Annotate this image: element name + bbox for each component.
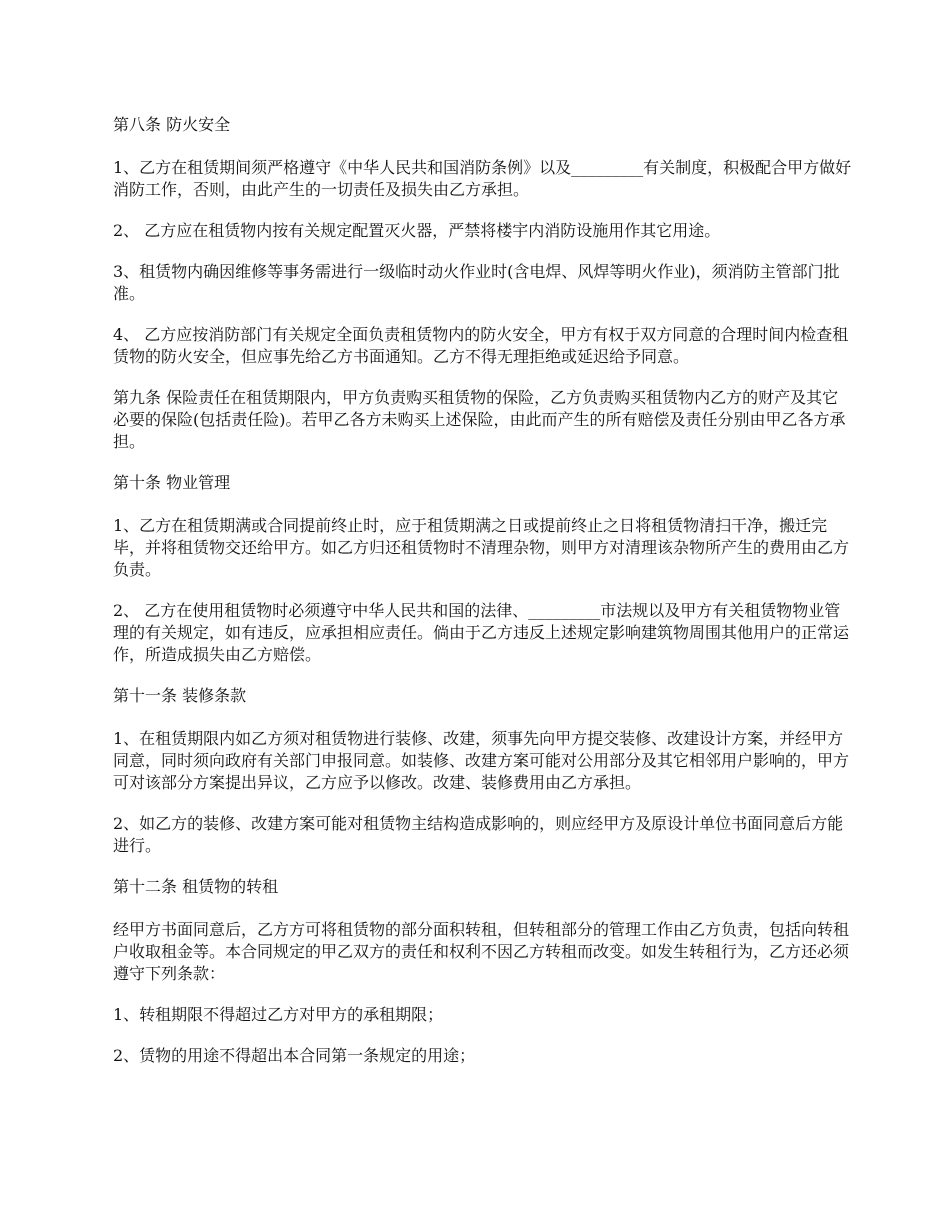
article-11-heading: 第十一条 装修条款 [113, 686, 247, 705]
article-10-clause-1: 1、乙方在租赁期满或合同提前终止时，应于租赁期满之日或提前终止之日将租赁物清扫干净，搬迁完毕，并将租赁物交还给甲方。如乙方归还租赁物时不清理杂物，则甲方对清理该杂物所产生的费用由乙方负责。 [113, 516, 850, 579]
article-10-heading: 第十条 物业管理 [113, 473, 231, 492]
article-8-clause-4: 4、 乙方应按消防部门有关规定全面负责租赁物内的防火安全，甲方有权于双方同意的合理时间内检查租赁物的防火安全，但应事先给乙方书面通知。乙方不得无理拒绝或延迟给予同意。 [113, 325, 849, 366]
article-12-paragraph: 经甲方书面同意后，乙方方可将租赁物的部分面积转租，但转租部分的管理工作由乙方负责，包括向转租户收取租金等。本合同规定的甲乙双方的责任和权利不因乙方转租而改变。如发生转租行为，乙方还必须遵守下列条款： [113, 920, 850, 983]
article-12-clause-2: 2、赁物的用途不得超出本合同第一条规定的用途； [113, 1046, 476, 1065]
article-9-paragraph: 第九条 保险责任在租赁期限内，甲方负责购买租赁物的保险，乙方负责购买租赁物内乙方的财产及其它必要的保险(包括责任险)。若甲乙各方未购买上述保险，由此而产生的所有赔偿及责任分别由甲乙各方承担。 [113, 388, 846, 451]
article-12-heading: 第十二条 租赁物的转租 [113, 877, 279, 896]
article-8-heading: 第八条 防火安全 [113, 115, 231, 134]
article-8-clause-3: 3、租赁物内确因维修等事务需进行一级临时动火作业时(含电焊、风焊等明火作业)，须消防主管部门批准。 [113, 262, 840, 303]
article-8-clause-1: 1、乙方在租赁期间须严格遵守《中华人民共和国消防条例》以及_________有关制度，积极配合甲方做好消防工作，否则，由此产生的一切责任及损失由乙方承担。 [113, 158, 852, 199]
document-body [113, 114, 853, 1086]
article-10-clause-2: 2、 乙方在使用租赁物时必须遵守中华人民共和国的法律、_________市法规以及甲方有关租赁物物业管理的有关规定，如有违反，应承担相应责任。倘由于乙方违反上述规定影响建筑物周围其他用户的正常运作，所造成损失由乙方赔偿。 [113, 601, 850, 664]
article-11-clause-1: 1、在租赁期限内如乙方须对租赁物进行装修、改建，须事先向甲方提交装修、改建设计方案，并经甲方同意，同时须向政府有关部门申报同意。如装修、改建方案可能对公用部分及其它相邻用户影响的，甲方可对该部分方案提出异议，乙方应予以修改。改建、装修费用由乙方承担。 [113, 729, 850, 792]
article-12-clause-1: 1、转租期限不得超过乙方对甲方的承租期限； [113, 1005, 444, 1024]
article-11-clause-2: 2、如乙方的装修、改建方案可能对租赁物主结构造成影响的，则应经甲方及原设计单位书面同意后方能进行。 [113, 814, 844, 855]
article-8-clause-2: 2、 乙方应在租赁物内按有关规定配置灭火器，严禁将楼宇内消防设施用作其它用途。 [113, 221, 721, 240]
